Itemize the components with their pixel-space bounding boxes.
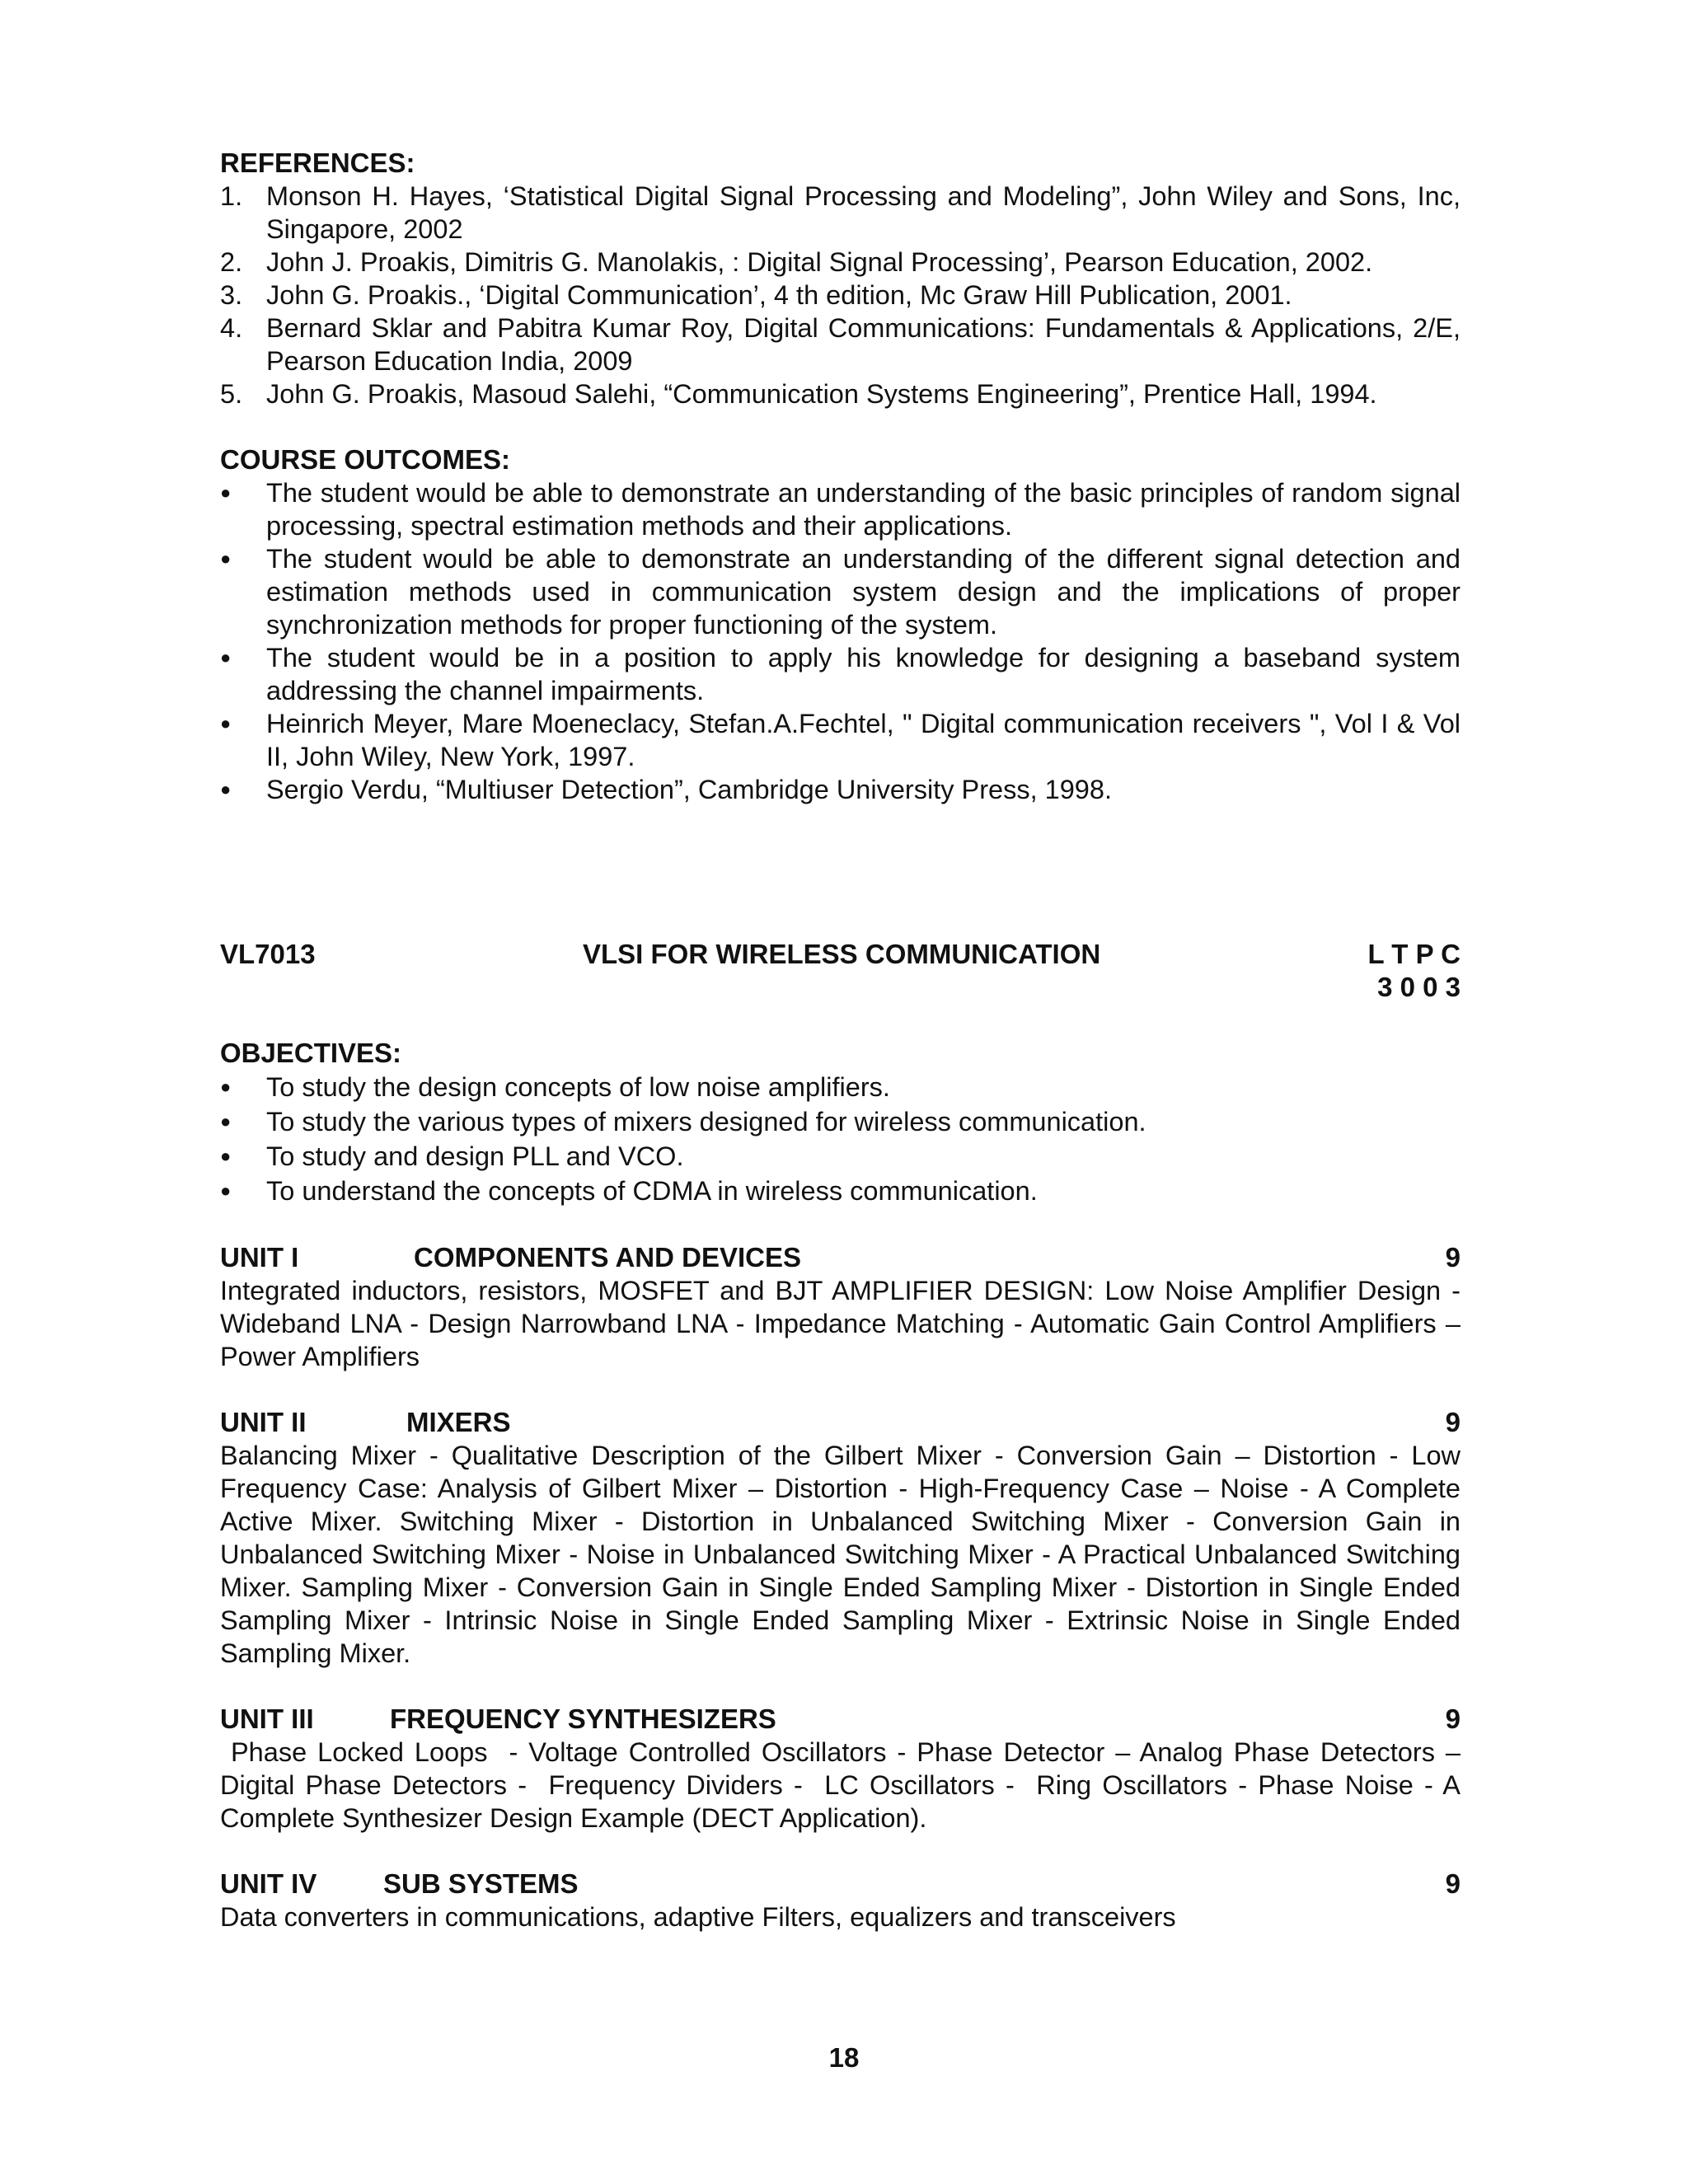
outcome-text: The student would be able to demonstrate an understanding of the different signal detection and estimation methods used in communication system design and the implications of proper synchronization methods for proper functioning of the system. (266, 544, 1461, 640)
outcome-text: The student would be in a position to apply his knowledge for designing a baseband system addressing the channel impairments. (266, 643, 1461, 705)
outcome-item (220, 476, 1461, 542)
reference-number: 5. (220, 379, 243, 409)
outcome-item (220, 707, 1461, 773)
course-title: VLSI FOR WIRELESS COMMUNICATION (583, 939, 1101, 969)
reference-text: John J. Proakis, Dimitris G. Manolakis, : Digital Signal Processing’, Pearson Education, 2002. (266, 247, 1373, 277)
unit-id: UNIT III (220, 1704, 314, 1734)
objective-item (220, 1070, 1461, 1104)
ltpc-values: 3 0 0 3 (1377, 972, 1461, 1002)
unit-section (220, 1406, 1461, 1670)
unit-hours: 9 (1445, 1407, 1461, 1437)
reference-number: 4. (220, 313, 243, 343)
reference-item (220, 377, 1461, 410)
unit-section (220, 1868, 1461, 1933)
unit-heading (220, 1406, 1461, 1439)
objective-text: To understand the concepts of CDMA in wireless communication. (266, 1176, 1038, 1206)
reference-item (220, 246, 1461, 279)
course-header (220, 938, 1461, 1004)
objective-item (220, 1104, 1461, 1139)
unit-hours: 9 (1445, 1704, 1461, 1734)
course-title-row (220, 938, 1461, 971)
page-content (220, 147, 1469, 1933)
bullet-icon: ● (220, 548, 232, 569)
unit-title: COMPONENTS AND DEVICES (414, 1242, 801, 1272)
unit-section (220, 1241, 1461, 1373)
unit-hours: 9 (1445, 1242, 1461, 1272)
objective-item (220, 1139, 1461, 1174)
objective-text: To study the design concepts of low noise amplifiers. (266, 1072, 890, 1102)
unit-body: Phase Locked Loops - Voltage Controlled Oscillators - Phase Detector – Analog Phase Detectors – Digital Phase Detectors - Frequency Dividers - LC Oscillators - Ring Oscillators - Phase Noise - A Complete Synthesizer Design Example (DECT Application). (220, 1737, 1469, 1833)
reference-text: Monson H. Hayes, ‘Statistical Digital Signal Processing and Modeling”, John Wiley and Sons, Inc, Singapore, 2002 (266, 181, 1461, 244)
reference-item (220, 312, 1461, 377)
unit-heading (220, 1241, 1461, 1274)
objective-text: To study the various types of mixers designed for wireless communication. (266, 1107, 1146, 1137)
course-outcomes-heading: COURSE OUTCOMES: (220, 444, 511, 475)
unit-body: Data converters in communications, adaptive Filters, equalizers and transceivers (220, 1902, 1176, 1932)
course-code: VL7013 (220, 939, 316, 969)
reference-text: Bernard Sklar and Pabitra Kumar Roy, Digital Communications: Fundamentals & Applications, 2/E, Pearson Education India, 2009 (266, 313, 1461, 376)
bullet-icon: ● (220, 779, 232, 799)
outcome-text: Sergio Verdu, “Multiuser Detection”, Cambridge University Press, 1998. (266, 775, 1112, 804)
reference-text: John G. Proakis, Masoud Salehi, “Communication Systems Engineering”, Prentice Hall, 1994. (266, 379, 1377, 409)
unit-section (220, 1703, 1469, 1835)
references-list (220, 180, 1461, 410)
bullet-icon: ● (220, 1180, 232, 1201)
page-number: 18 (828, 2042, 860, 2073)
outcomes-list (220, 476, 1461, 806)
ltpc-labels: L T P C (1367, 939, 1461, 969)
ltpc-values-row (220, 971, 1461, 1004)
objectives-heading: OBJECTIVES: (220, 1038, 402, 1068)
unit-title: FREQUENCY SYNTHESIZERS (390, 1704, 776, 1734)
unit-body: Balancing Mixer - Qualitative Description of the Gilbert Mixer - Conversion Gain – Distortion - Low Frequency Case: Analysis of Gilbert Mixer – Distortion - High-Frequency Case – Noise - A Complete Active Mixer. Switching Mixer - Distortion in Unbalanced Switching Mixer - Conversion Gain in Unbalanced Switching Mixer - Noise in Unbalanced Switching Mixer - A Practical Unbalanced Switching Mixer. Sampling Mixer - Conversion Gain in Single Ended Sampling Mixer - Distortion in Single Ended Sampling Mixer - Intrinsic Noise in Single Ended Sampling Mixer - Extrinsic Noise in Single Ended Sampling Mixer. (220, 1441, 1461, 1668)
outcome-item (220, 641, 1461, 707)
outcome-item (220, 773, 1461, 806)
unit-id: UNIT I (220, 1242, 299, 1272)
outcome-text: Heinrich Meyer, Mare Moeneclacy, Stefan.A.Fechtel, " Digital communication receivers ", Vol I & Vol II, John Wiley, New York, 1997. (266, 709, 1461, 771)
reference-number: 1. (220, 181, 243, 211)
objectives-list (220, 1070, 1461, 1208)
reference-item (220, 279, 1461, 312)
reference-item (220, 180, 1461, 246)
objective-text: To study and design PLL and VCO. (266, 1141, 684, 1171)
bullet-icon: ● (220, 1076, 232, 1097)
bullet-icon: ● (220, 1111, 232, 1132)
outcome-item (220, 542, 1461, 641)
bullet-icon: ● (220, 482, 232, 503)
unit-heading (220, 1703, 1461, 1736)
unit-hours: 9 (1445, 1868, 1461, 1899)
bullet-icon: ● (220, 1146, 232, 1166)
unit-body: Integrated inductors, resistors, MOSFET and BJT AMPLIFIER DESIGN: Low Noise Amplifier Design - Wideband LNA - Design Narrowband LNA - Impedance Matching - Automatic Gain Control Amplifiers – Power Amplifiers (220, 1276, 1461, 1371)
outcome-text: The student would be able to demonstrate an understanding of the basic principles of random signal processing, spectral estimation methods and their applications. (266, 478, 1461, 541)
unit-title: SUB SYSTEMS (383, 1868, 579, 1899)
reference-number: 3. (220, 280, 243, 310)
unit-title: MIXERS (406, 1407, 511, 1437)
unit-id: UNIT II (220, 1407, 307, 1437)
bullet-icon: ● (220, 713, 232, 733)
objective-item (220, 1174, 1461, 1208)
reference-text: John G. Proakis., ‘Digital Communication’, 4 th edition, Mc Graw Hill Publication, 2001. (266, 280, 1292, 310)
unit-heading (220, 1868, 1461, 1900)
references-heading: REFERENCES: (220, 148, 415, 178)
unit-id: UNIT IV (220, 1868, 317, 1899)
bullet-icon: ● (220, 647, 232, 668)
reference-number: 2. (220, 247, 243, 277)
